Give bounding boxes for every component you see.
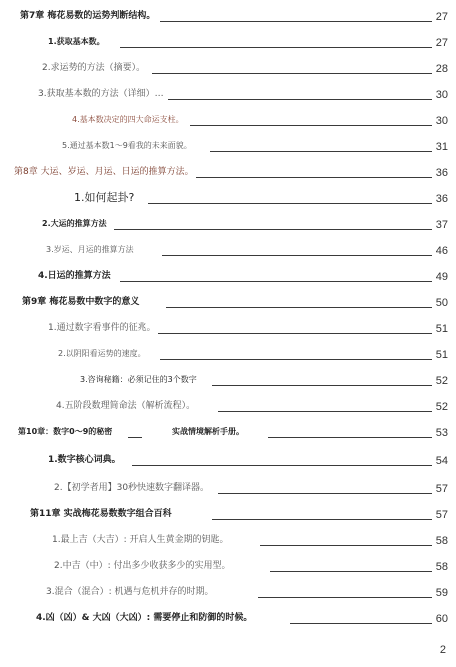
toc-entry-page: 36 <box>435 167 448 179</box>
leader-line <box>128 437 142 438</box>
toc-entry[interactable] <box>0 345 456 361</box>
toc-entry-label: 5.通过基本数1～9看我的未来面貌。 <box>62 141 192 150</box>
toc-entry[interactable] <box>0 59 456 75</box>
leader-line <box>152 73 432 74</box>
leader-line <box>148 203 432 204</box>
leader-line <box>218 411 432 412</box>
toc-entry-label: 3.岁运、月运的推算方法 <box>46 245 134 254</box>
toc-entry-label: 2.求运势的方法（摘要）。 <box>42 63 146 73</box>
toc-entry-page: 36 <box>435 193 448 205</box>
toc-entry-label: 1.最上吉（大吉）: 开启人生黄金期的钥匙。 <box>52 535 229 545</box>
toc-entry[interactable] <box>0 267 456 283</box>
toc-entry[interactable] <box>0 33 456 49</box>
toc-entry-page: 51 <box>435 349 448 361</box>
leader-line <box>168 99 432 100</box>
toc-entry-page: 60 <box>435 613 448 625</box>
toc-entry[interactable] <box>0 215 456 231</box>
leader-line <box>160 21 432 22</box>
toc-entry-label: 第10章：数字0～9的秘密 <box>18 427 113 436</box>
leader-line <box>218 493 432 494</box>
toc-entry-chapter-9[interactable] <box>0 293 456 309</box>
toc-entry-label: 4.凶（凶）& 大凶（大凶）: 需要停止和防御的时候。 <box>36 613 253 623</box>
toc-entry-label: 第8章 大运、岁运、月运、日运的推算方法。 <box>14 167 194 177</box>
toc-entry-page: 54 <box>435 455 448 467</box>
toc-entry-page: 58 <box>435 561 448 573</box>
toc-entry[interactable] <box>0 531 456 547</box>
toc-entry[interactable] <box>0 557 456 573</box>
toc-entry[interactable] <box>0 189 456 205</box>
toc-entry-label: 2.大运的推算方法 <box>42 219 107 228</box>
leader-line <box>120 47 432 48</box>
leader-line <box>162 255 432 256</box>
toc-entry-label: 4.日运的推算方法 <box>38 271 111 281</box>
toc-entry-label: 4.五阶段数理简命法（解析流程）。 <box>56 401 196 411</box>
leader-line <box>160 359 432 360</box>
toc-entry-label-continued: 实战情境解析手册。 <box>172 427 244 436</box>
toc-entry-page: 27 <box>435 37 448 49</box>
leader-line <box>212 385 432 386</box>
toc-entry-page: 57 <box>435 483 448 495</box>
toc-entry-page: 52 <box>435 401 448 413</box>
toc-entry-page: 50 <box>435 297 448 309</box>
toc-entry-label: 3.获取基本数的方法（详细）… <box>38 89 164 99</box>
toc-entry-page: 49 <box>435 271 448 283</box>
toc-entry[interactable] <box>0 397 456 413</box>
toc-entry-page: 31 <box>435 141 448 153</box>
leader-line <box>166 307 432 308</box>
toc-entry-page: 46 <box>435 245 448 257</box>
toc-entry[interactable] <box>0 319 456 335</box>
toc-entry[interactable] <box>0 451 456 467</box>
toc-entry-label: 2.【初学者用】30秒快速数字翻译器。 <box>54 483 210 493</box>
toc-entry[interactable] <box>0 609 456 625</box>
toc-entry-label: 1.通过数字看事件的征兆。 <box>48 323 156 333</box>
toc-entry-page: 53 <box>435 427 448 439</box>
leader-line <box>212 519 432 520</box>
leader-line <box>114 229 432 230</box>
toc-entry-page: 30 <box>435 89 448 101</box>
toc-entry-page: 58 <box>435 535 448 547</box>
toc-entry-label: 1.数字核心词典。 <box>48 455 121 465</box>
leader-line <box>258 597 432 598</box>
toc-entry-page: 28 <box>435 63 448 75</box>
toc-entry-chapter-10[interactable] <box>0 423 456 439</box>
leader-line <box>132 465 432 466</box>
toc-entry[interactable] <box>0 85 456 101</box>
toc-entry-page: 27 <box>435 11 448 23</box>
toc-entry[interactable] <box>0 479 456 495</box>
toc-entry-page: 57 <box>435 509 448 521</box>
leader-line <box>158 333 432 334</box>
leader-line <box>260 545 432 546</box>
toc-entry-page: 59 <box>435 587 448 599</box>
toc-entry-page: 30 <box>435 115 448 127</box>
toc-entry-label: 第11章 实战梅花易数数字组合百科 <box>30 509 172 519</box>
leader-line <box>268 437 432 438</box>
leader-line <box>196 177 432 178</box>
toc-entry[interactable] <box>0 583 456 599</box>
toc-entry-label: 第7章 梅花易数的运势判断结构。 <box>20 11 156 21</box>
toc-entry-label: 第9章 梅花易数中数字的意义 <box>22 297 140 307</box>
toc-entry-label: 1.获取基本数。 <box>48 37 105 46</box>
toc-entry[interactable] <box>0 241 456 257</box>
toc-entry-label: 3.混合（混合）: 机遇与危机并存的时期。 <box>46 587 214 597</box>
toc-entry-page: 51 <box>435 323 448 335</box>
leader-line <box>290 623 432 624</box>
leader-line <box>120 281 432 282</box>
toc-entry-page: 37 <box>435 219 448 231</box>
toc-entry-label: 4.基本数决定的四大命运支柱。 <box>72 115 184 124</box>
toc-entry-label: 1.如何起卦? <box>74 191 135 204</box>
toc-entry[interactable] <box>0 111 456 127</box>
toc-entry[interactable] <box>0 371 456 387</box>
toc-entry-chapter-8[interactable] <box>0 163 456 179</box>
leader-line <box>270 571 432 572</box>
leader-line <box>210 151 432 152</box>
toc-entry-label: 3.咨询秘籍：必须记住的3个数字 <box>80 375 197 384</box>
toc-entry-page: 52 <box>435 375 448 387</box>
toc-entry-label: 2.以阴阳看运势的速度。 <box>58 349 146 358</box>
leader-line <box>190 125 432 126</box>
page-number: 2 <box>439 644 446 656</box>
toc-entry[interactable] <box>0 137 456 153</box>
toc-entry-label: 2.中吉（中）: 付出多少收获多少的实用型。 <box>54 561 231 571</box>
toc-entry-chapter-11[interactable] <box>0 505 456 521</box>
toc-entry-chapter-7[interactable] <box>0 7 456 23</box>
